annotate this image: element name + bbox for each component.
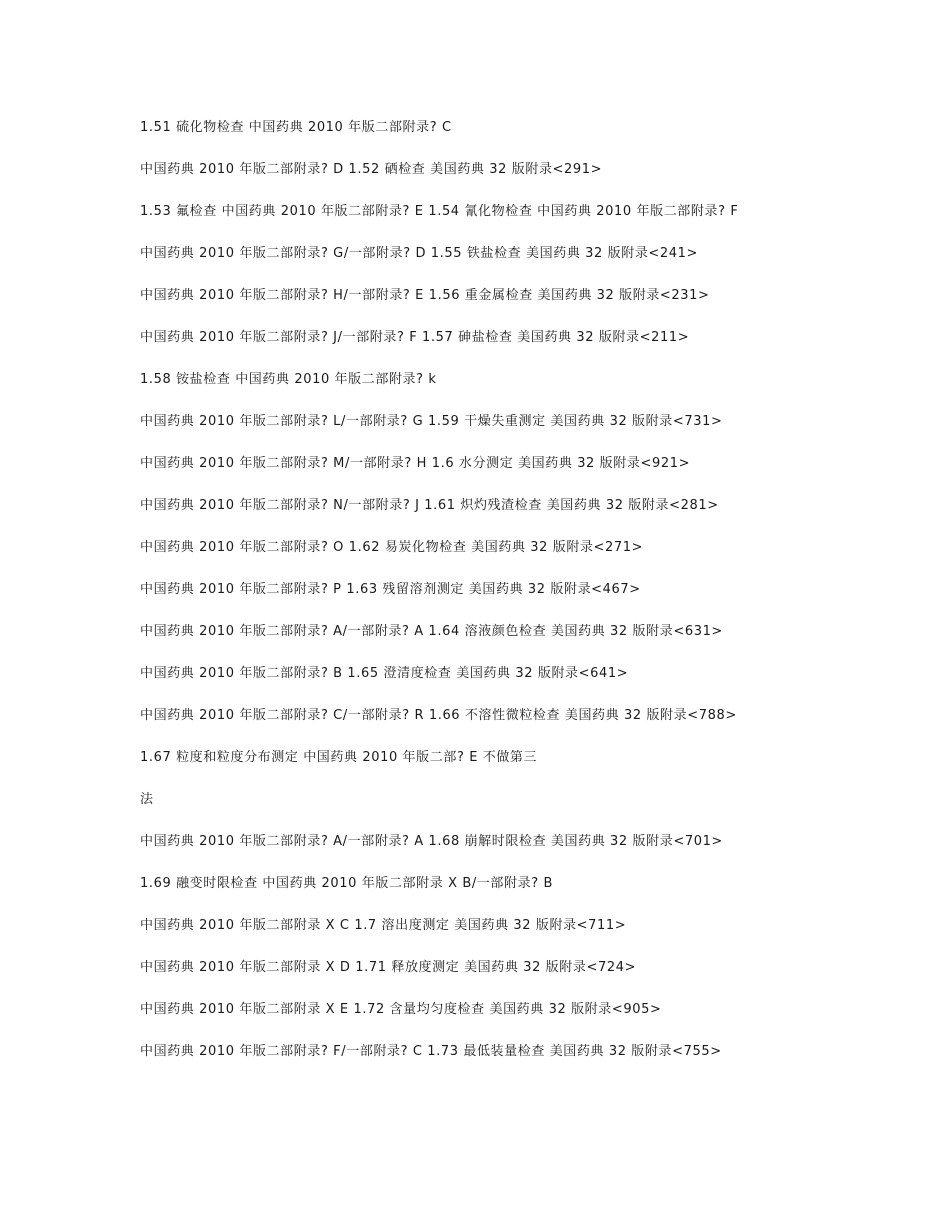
text-line: 中国药典 2010 年版二部附录? D 1.52 硒检查 美国药典 32 版附录<291> [140, 162, 603, 177]
text-line: 中国药典 2010 年版二部附录? G/一部附录? D 1.55 铁盐检查 美国药典 32 版附录<241> [140, 246, 699, 261]
text-line: 中国药典 2010 年版二部附录? A/一部附录? A 1.68 崩解时限检查 美国药典 32 版附录<701> [140, 834, 723, 849]
text-line: 1.51 硫化物检查 中国药典 2010 年版二部附录? C [140, 120, 452, 135]
text-line: 中国药典 2010 年版二部附录? J/一部附录? F 1.57 砷盐检查 美国药典 32 版附录<211> [140, 330, 690, 345]
text-line: 1.58 铵盐检查 中国药典 2010 年版二部附录? k [140, 372, 437, 387]
text-line: 中国药典 2010 年版二部附录? B 1.65 澄清度检查 美国药典 32 版附录<641> [140, 666, 629, 681]
text-line: 中国药典 2010 年版二部附录 X C 1.7 溶出度测定 美国药典 32 版附录<711> [140, 918, 627, 933]
text-line: 中国药典 2010 年版二部附录? O 1.62 易炭化物检查 美国药典 32 版附录<271> [140, 540, 644, 555]
text-line: 中国药典 2010 年版二部附录? H/一部附录? E 1.56 重金属检查 美国药典 32 版附录<231> [140, 288, 710, 303]
text-line: 中国药典 2010 年版二部附录? L/一部附录? G 1.59 干燥失重测定 美国药典 32 版附录<731> [140, 414, 723, 429]
text-line: 中国药典 2010 年版二部附录? M/一部附录? H 1.6 水分测定 美国药典 32 版附录<921> [140, 456, 691, 471]
text-line: 中国药典 2010 年版二部附录 X D 1.71 释放度测定 美国药典 32 版附录<724> [140, 960, 637, 975]
document-body [140, 116, 810, 1082]
text-line: 法 [140, 792, 154, 807]
text-line: 中国药典 2010 年版二部附录? P 1.63 残留溶剂测定 美国药典 32 版附录<467> [140, 582, 641, 597]
text-line: 1.67 粒度和粒度分布测定 中国药典 2010 年版二部? E 不做第三 [140, 750, 538, 765]
text-line: 中国药典 2010 年版二部附录? N/一部附录? J 1.61 炽灼残渣检查 美国药典 32 版附录<281> [140, 498, 719, 513]
text-line: 中国药典 2010 年版二部附录? C/一部附录? R 1.66 不溶性微粒检查 美国药典 32 版附录<788> [140, 708, 737, 723]
text-line: 中国药典 2010 年版二部附录? A/一部附录? A 1.64 溶液颜色检查 美国药典 32 版附录<631> [140, 624, 723, 639]
text-line: 中国药典 2010 年版二部附录 X E 1.72 含量均匀度检查 美国药典 32 版附录<905> [140, 1002, 662, 1017]
text-line: 1.53 氟检查 中国药典 2010 年版二部附录? E 1.54 氰化物检查 中国药典 2010 年版二部附录? F [140, 204, 739, 219]
text-line: 中国药典 2010 年版二部附录? F/一部附录? C 1.73 最低装量检查 美国药典 32 版附录<755> [140, 1044, 722, 1059]
text-line: 1.69 融变时限检查 中国药典 2010 年版二部附录 X B/一部附录? B [140, 876, 553, 891]
